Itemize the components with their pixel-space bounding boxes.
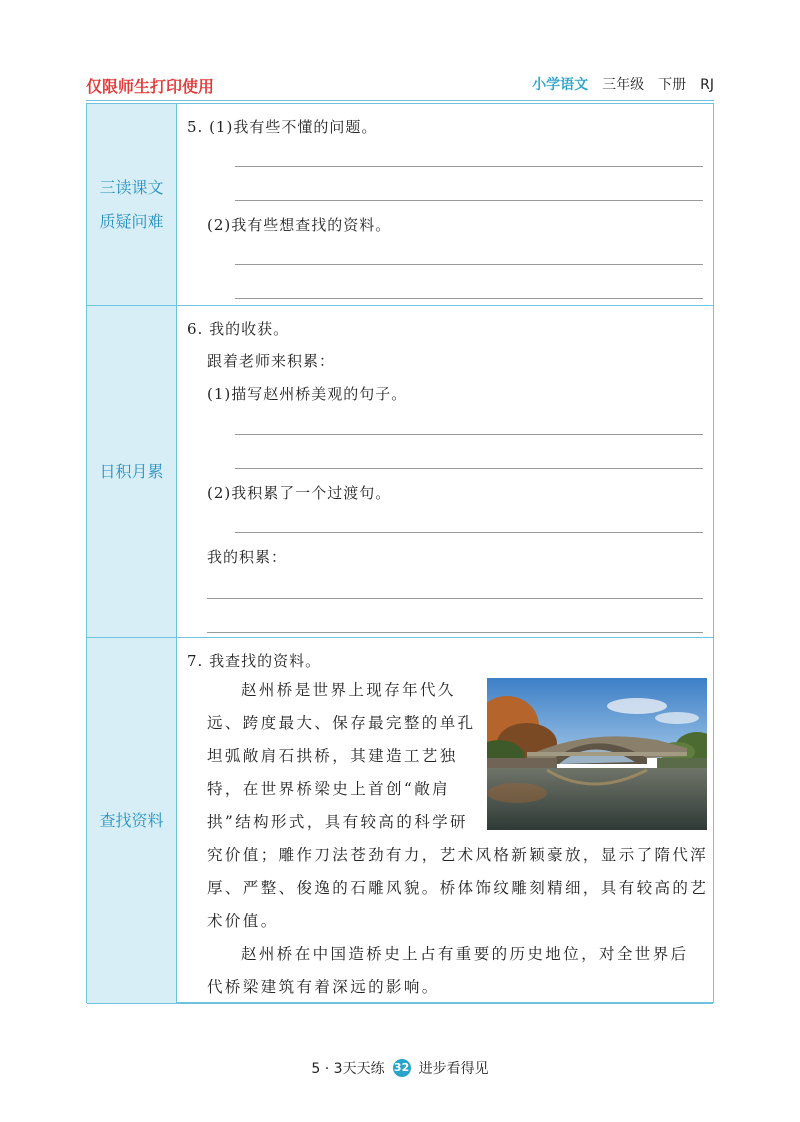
section-label bbox=[87, 104, 177, 305]
zhaozhou-bridge-photo bbox=[487, 678, 707, 830]
section-questions bbox=[87, 104, 713, 306]
question-6-part-2: (2)我积累了一个过渡句。 bbox=[207, 484, 392, 502]
page-footer bbox=[0, 1058, 800, 1078]
section-label-line: 质疑问难 bbox=[99, 211, 164, 231]
paragraph-line: 赵州桥在中国造桥史上占有重要的历史地位，对全世界后 bbox=[241, 945, 689, 963]
my-accumulation-label: 我的积累： bbox=[207, 548, 288, 566]
paragraph-line: 厚、严整、俊逸的石雕风貌。桥体饰纹雕刻精细，具有较高的艺 bbox=[207, 879, 709, 897]
footer-slogan: 进步看得见 bbox=[418, 1061, 489, 1077]
section-label-line: 查找资料 bbox=[99, 810, 164, 830]
answer-line[interactable] bbox=[235, 468, 703, 469]
footer-brand: 5 · 3天天练 bbox=[311, 1061, 385, 1077]
question-6-intro: 跟着老师来积累： bbox=[207, 352, 336, 370]
answer-line[interactable] bbox=[235, 434, 703, 435]
question-7: 7. 我查找的资料。 bbox=[187, 652, 322, 670]
section-accumulation bbox=[87, 306, 713, 638]
volume-label: 下册 bbox=[658, 77, 687, 93]
section-label-line: 日积月累 bbox=[99, 461, 164, 481]
paragraph-line: 代桥梁建筑有着深远的影响。 bbox=[207, 978, 440, 996]
paragraph-line: 赵州桥是世界上现存年代久 bbox=[241, 681, 456, 699]
paragraph-line: 术价值。 bbox=[207, 912, 279, 930]
research-paragraph-1 bbox=[207, 674, 709, 938]
question-6-part-1: (1)描写赵州桥美观的句子。 bbox=[207, 385, 408, 403]
paragraph-line: 拱”结构形式，具有较高的科学研 bbox=[207, 813, 468, 831]
paragraph-line: 究价值；雕作刀法苍劲有力，艺术风格新颖豪放，显示了隋代浑 bbox=[207, 846, 709, 864]
answer-line[interactable] bbox=[235, 298, 703, 299]
answer-line[interactable] bbox=[235, 166, 703, 167]
header-divider bbox=[86, 100, 714, 101]
section-label-line: 三读课文 bbox=[99, 177, 164, 197]
edition-label: RJ bbox=[700, 77, 714, 93]
page-number: 32 bbox=[393, 1059, 411, 1077]
question-5-part-2: (2)我有些想查找的资料。 bbox=[207, 216, 392, 234]
section-label bbox=[87, 306, 177, 637]
answer-line[interactable] bbox=[207, 598, 703, 599]
question-5-part-1: 5. (1)我有些不懂的问题。 bbox=[187, 118, 378, 136]
paragraph-line: 特，在世界桥梁史上首创“敞肩 bbox=[207, 780, 451, 798]
paragraph-line: 坦弧敞肩石拱桥，其建造工艺独 bbox=[207, 747, 458, 765]
grade-label: 三年级 bbox=[602, 77, 645, 93]
research-paragraph-2 bbox=[207, 938, 707, 1004]
worksheet-table bbox=[86, 103, 714, 1003]
question-6: 6. 我的收获。 bbox=[187, 320, 290, 338]
paragraph-line: 远、跨度最大、保存最完整的单孔 bbox=[207, 714, 476, 732]
header-meta bbox=[532, 74, 714, 94]
print-notice: 仅限师生打印使用 bbox=[86, 77, 215, 96]
section-label bbox=[87, 638, 177, 1003]
answer-line[interactable] bbox=[235, 200, 703, 201]
answer-line[interactable] bbox=[207, 632, 703, 633]
answer-line[interactable] bbox=[235, 264, 703, 265]
answer-line[interactable] bbox=[235, 532, 703, 533]
subject-label: 小学语文 bbox=[532, 77, 589, 93]
